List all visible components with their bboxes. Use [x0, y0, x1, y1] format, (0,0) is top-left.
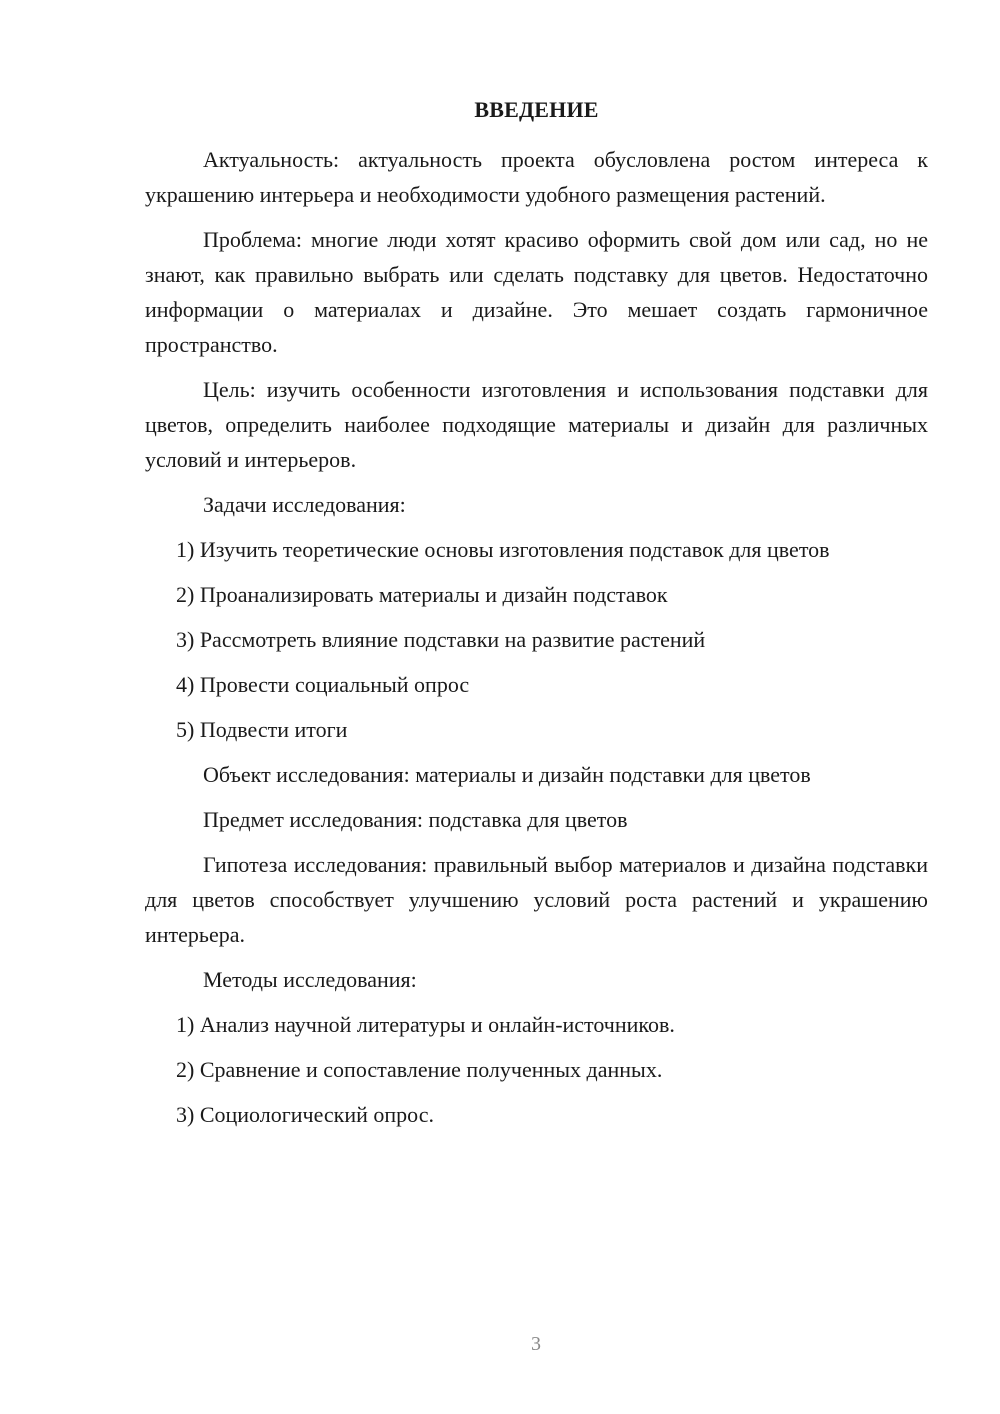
section-title: ВВЕДЕНИЕ — [474, 97, 599, 122]
method-item-2: 2) Сравнение и сопоставление полученных данных. — [176, 1057, 663, 1082]
method-item-1: 1) Анализ научной литературы и онлайн-источников. — [176, 1012, 675, 1037]
task-item-3: 3) Рассмотреть влияние подставки на развитие растений — [176, 627, 706, 652]
document-body — [145, 142, 928, 1142]
tasks-heading: Задачи исследования: — [203, 492, 406, 517]
task-item-4: 4) Провести социальный опрос — [176, 672, 470, 697]
paragraph-relevance: Актуальность: актуальность проекта обусловлена ростом интереса к украшению интерьера и необходимости удобного размещения растений. — [145, 147, 928, 207]
task-item-2: 2) Проанализировать материалы и дизайн подставок — [176, 582, 668, 607]
page-number: 3 — [531, 1333, 541, 1355]
paragraph-object: Объект исследования: материалы и дизайн подставки для цветов — [203, 762, 811, 787]
paragraph-goal: Цель: изучить особенности изготовления и использования подставки для цветов, определить наиболее подходящие материалы и дизайн для различных условий и интерьеров. — [145, 377, 928, 472]
method-item-3: 3) Социологический опрос. — [176, 1102, 434, 1127]
paragraph-hypothesis: Гипотеза исследования: правильный выбор материалов и дизайна подставки для цветов способствует улучшению условий роста растений и украшению интерьера. — [145, 852, 928, 947]
paragraph-subject: Предмет исследования: подставка для цветов — [203, 807, 628, 832]
paragraph-problem: Проблема: многие люди хотят красиво оформить свой дом или сад, но не знают, как правильно выбрать или сделать подставку для цветов. Недостаточно информации о материалах и дизайне. Это мешает создать гармоничное пространство. — [145, 227, 928, 357]
task-item-1: 1) Изучить теоретические основы изготовления подставок для цветов — [176, 537, 830, 562]
methods-heading: Методы исследования: — [203, 967, 417, 992]
task-item-5: 5) Подвести итоги — [176, 717, 348, 742]
